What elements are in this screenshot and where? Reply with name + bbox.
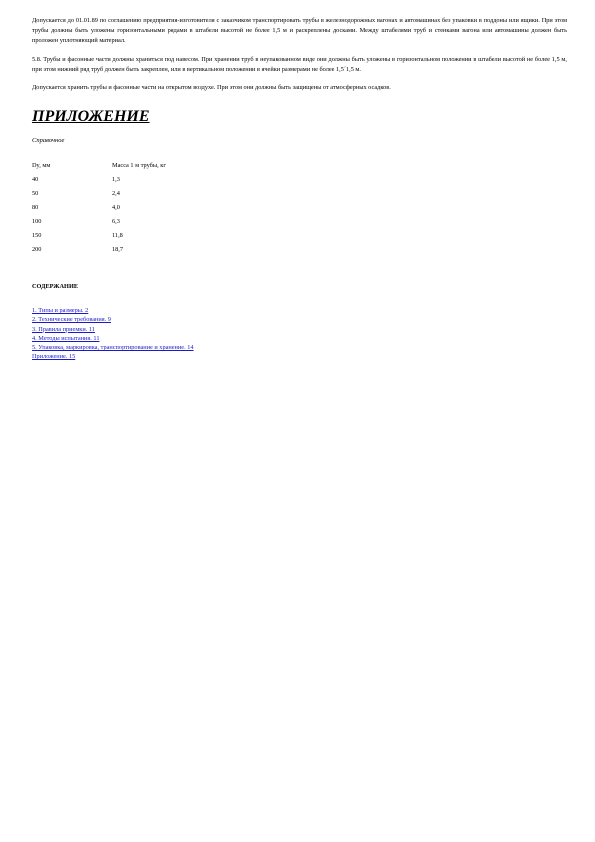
table-cell: 18,7 bbox=[112, 245, 124, 253]
paragraph-transport: Допускается до 01.01.89 по соглашению предприятия-изготовителя с заказчиком транспортировать трубы в железнодорожных вагонах и автомашинах без упаковки в поддоны или ящики. При этом трубы должны быть уложены горизонтальными рядами в штабели высотой не более 1,5 м и раскреплены досками. Между штабелями труб и стенками вагона или автомашины должен быть проложен уплотняющий материал. bbox=[32, 17, 567, 45]
appendix-title: ПРИЛОЖЕНИЕ bbox=[32, 108, 150, 126]
table-header-cell: Dy, мм bbox=[32, 161, 51, 169]
table-cell: 11,8 bbox=[112, 231, 123, 239]
table-header-row bbox=[32, 158, 272, 172]
table-row bbox=[32, 172, 272, 186]
toc-link-test-methods[interactable]: 4. Методы испытания. 11 bbox=[32, 334, 100, 342]
table-cell: 2,4 bbox=[112, 189, 120, 197]
toc-link-types-sizes[interactable]: 1. Типы и размеры. 2 bbox=[32, 307, 89, 315]
table-cell: 6,3 bbox=[112, 217, 120, 225]
table-of-contents bbox=[32, 306, 567, 361]
pipe-mass-table bbox=[32, 158, 272, 256]
toc-link-appendix[interactable]: Приложение. 15 bbox=[32, 353, 76, 361]
table-cell: 1,3 bbox=[112, 175, 120, 183]
toc-link-technical-requirements[interactable]: 2. Технические требования. 9 bbox=[32, 316, 111, 324]
paragraph-storage: 5.8. Трубы и фасонные части должны храниться под навесом. При хранении труб в неупакованном виде они должны быть уложены в горизонтальном положении в штабели высотой не более 1,5 м, при этом нижний ряд труб должен быть закреплен, или в вертикальном положении в ячейки размерами не более 1,5´1,5 м. bbox=[32, 55, 567, 73]
table-cell: 4,0 bbox=[112, 203, 120, 211]
table-row bbox=[32, 200, 272, 214]
table-row bbox=[32, 242, 272, 256]
table-cell: 150 bbox=[32, 231, 42, 239]
toc-title: СОДЕРЖАНИЕ bbox=[32, 283, 79, 291]
table-cell: 50 bbox=[32, 189, 39, 197]
appendix-note: Справочное bbox=[32, 137, 65, 145]
toc-link-packaging[interactable]: 5. Упаковка, маркировка, транспортирование и хранение. 14 bbox=[32, 344, 194, 352]
table-row bbox=[32, 186, 272, 200]
paragraph-outdoor-storage: Допускается хранить трубы и фасонные части на открытом воздухе. При этом они должны быть защищены от атмосферных осадков. bbox=[32, 84, 391, 92]
table-cell: 80 bbox=[32, 203, 39, 211]
table-cell: 200 bbox=[32, 245, 42, 253]
table-header-cell: Масса 1 м трубы, кг bbox=[112, 161, 166, 169]
table-cell: 100 bbox=[32, 217, 42, 225]
table-row bbox=[32, 228, 272, 242]
document-page bbox=[32, 16, 567, 361]
table-cell: 40 bbox=[32, 175, 39, 183]
toc-link-acceptance-rules[interactable]: 3. Правила приемки. 11 bbox=[32, 325, 95, 333]
table-row bbox=[32, 214, 272, 228]
